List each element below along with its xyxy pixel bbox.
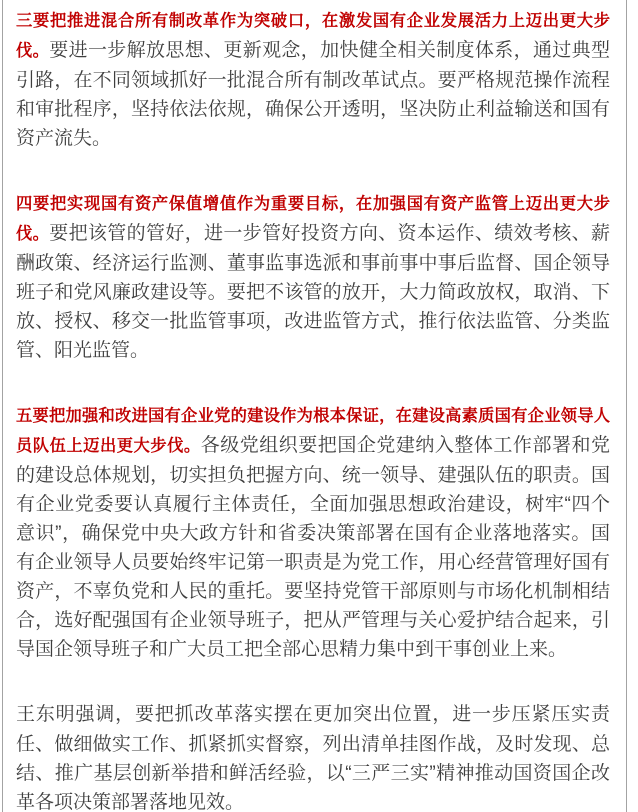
paragraph-lead: 三要把推进混合所有制改革作为突破口，在激发国有企业发展活力上迈出更大步伐。 bbox=[16, 12, 610, 60]
paragraph-body: 要进一步解放思想、更新观念，加快健全相关制度体系，通过典型引路，在不同领域抓好一批混合所有制改革试点。要严格规范操作流程和审批程序，坚持依法依规，确保公开透明，坚决防止利益输送和国有资产流失。 bbox=[16, 40, 610, 149]
paragraph-body: 要把该管的管好，进一步管好投资方向、资本运作、绩效考核、薪酬政策、经济运行监测、董事监事选派和事前事中事后监督、国企领导班子和党风廉政建设等。要把不该管的放开，大力简政放权，取消、下放、授权、移交一批监管事项，改进监管方式，推行依法监管、分类监管、阳光监管。 bbox=[16, 223, 610, 361]
paragraph bbox=[16, 700, 610, 812]
paragraph-lead: 五要把加强和改进国有企业党的建设作为根本保证，在建设高素质国有企业领导人员队伍上迈出更大步伐。 bbox=[16, 407, 610, 455]
paragraph-body: 各级党组织要把国企党建纳入整体工作部署和党的建设总体规划，切实担负把握方向、统一领导、建强队伍的职责。国有企业党委要认真履行主体责任，全面加强思想政治建设，树牢“四个意识”，确保党中央大政方针和省委决策部署在国有企业落地落实。国有企业领导人员要始终牢记第一职责是为党工作，用心经营管理好国有资产，不辜负党和人民的重托。要坚持党管干部原则与市场化机制相结合，选好配强国有企业领导班子，把从严管理与关心爱护结合起来，引导国企领导班子和广大员工把全部心思精力集中到干事创业上来。 bbox=[16, 435, 610, 660]
paragraph bbox=[16, 6, 610, 153]
article-content bbox=[2, 0, 627, 812]
paragraph-body: 王东明强调，要把抓改革落实摆在更加突出位置，进一步压紧压实责任、做细做实工作、抓紧抓实督察，列出清单挂图作战，及时发现、总结、推广基层创新举措和鲜活经验，以“三严三实”精神推动国资国企改革各项决策部署落地见效。 bbox=[16, 704, 610, 812]
paragraph-lead: 四要把实现国有资产保值增值作为重要目标，在加强国有资产监管上迈出更大步伐。 bbox=[16, 195, 610, 243]
paragraph bbox=[16, 401, 610, 664]
paragraph bbox=[16, 189, 610, 365]
